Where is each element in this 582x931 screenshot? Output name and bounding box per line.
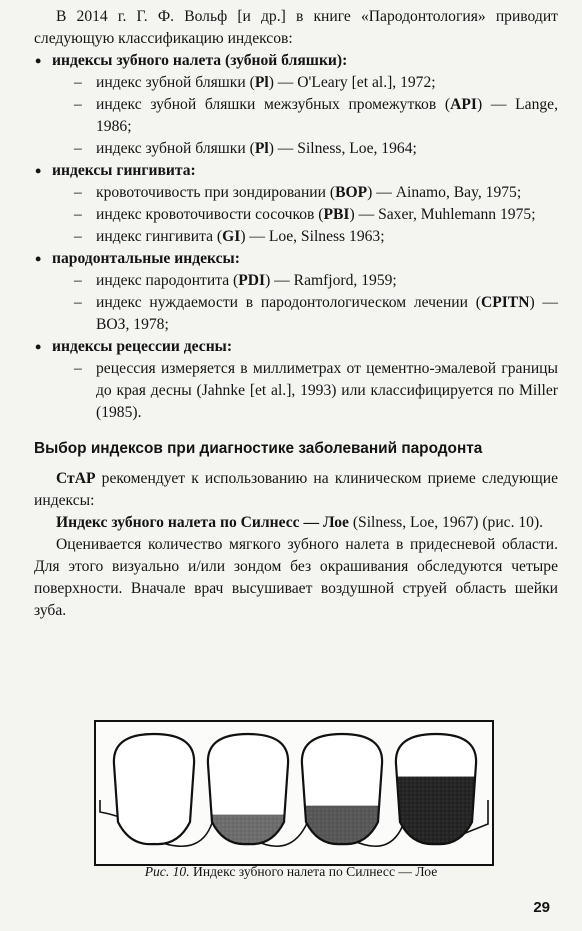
list-item: – кровоточивость при зондировании (BOP) — Ainamo, Bay, 1975; — [74, 182, 558, 204]
category-gingivitis — [34, 160, 558, 248]
recommendation-paragraph: СтАР рекомендует к использованию на клиническом приеме следующие индексы: — [34, 470, 558, 509]
list-item: – индекс кровоточивости сосочков (PBI) — Saxer, Muhlemann 1975; — [74, 204, 558, 226]
teeth-illustration — [94, 720, 494, 866]
index-classification-list — [34, 50, 558, 424]
index-name: Индекс зубного налета по Силнесс — Лое — [56, 514, 349, 531]
category-title: индексы гингивита: — [52, 162, 196, 179]
caption-label: Рис. 10. — [144, 864, 190, 879]
list-item: – индекс зубной бляшки (Pl) — Silness, Loe, 1964; — [74, 138, 558, 160]
category-title: индексы рецессии десны: — [52, 338, 233, 355]
index-title-paragraph: Индекс зубного налета по Силнесс — Лое (Silness, Loe, 1967) (рис. 10). — [56, 514, 544, 531]
list-item: – индекс пародонтита (PDI) — Ramfjord, 1959; — [74, 270, 558, 292]
caption-text: Индекс зубного налета по Силнесс — Лое — [193, 864, 438, 879]
index-abbr: PBI — [323, 206, 350, 223]
category-title: пародонтальные индексы: — [52, 250, 240, 267]
category-items — [52, 182, 558, 248]
figure-caption — [0, 864, 582, 880]
category-items — [52, 270, 558, 336]
list-item: – индекс гингивита (GI) — Loe, Silness 1963; — [74, 226, 558, 248]
section-heading: Выбор индексов при диагностике заболеваний пародонта — [34, 440, 483, 457]
list-item: – рецессия измеряется в миллиметрах от цементно-эмалевой границы до края десны (Jahnke [et al.], 1993) или классифицируется по Miller (1985). — [74, 358, 558, 424]
intro-paragraph: В 2014 г. Г. Ф. Вольф [и др.] в книге «Пародонтология» приводит следующую классификацию индексов: — [34, 8, 558, 47]
page-number: 29 — [533, 899, 550, 916]
text-block — [34, 6, 558, 622]
method-paragraph: Оценивается количество мягкого зубного налета в придесневой области. Для этого визуально и/или зондом без окрашивания обследуются четыре поверхности. Вначале врач высушивает воздушной струей область шейки зуба. — [34, 536, 558, 619]
category-items — [52, 358, 558, 424]
org-name: СтАР — [56, 470, 96, 487]
index-abbr: GI — [222, 228, 241, 245]
index-abbr: PDI — [238, 272, 266, 289]
index-abbr: CPITN — [480, 294, 530, 311]
index-abbr: Pl — [254, 74, 269, 91]
category-periodontal — [34, 248, 558, 336]
list-item: – индекс зубной бляшки межзубных промежутков (API) — Lange, 1986; — [74, 94, 558, 138]
tooth-crown-1 — [114, 734, 194, 844]
category-title: индексы зубного налета (зубной бляшки): — [52, 52, 348, 69]
index-abbr: BOP — [335, 184, 368, 201]
category-recession — [34, 336, 558, 424]
category-plaque — [34, 50, 558, 160]
list-item: – индекс нуждаемости в пародонтологическом лечении (CPITN) — ВОЗ, 1978; — [74, 292, 558, 336]
list-item: – индекс зубной бляшки (Pl) — O'Leary [et al.], 1972; — [74, 72, 558, 94]
index-abbr: Pl — [254, 140, 269, 157]
category-items — [52, 72, 558, 160]
index-abbr: API — [450, 96, 477, 113]
